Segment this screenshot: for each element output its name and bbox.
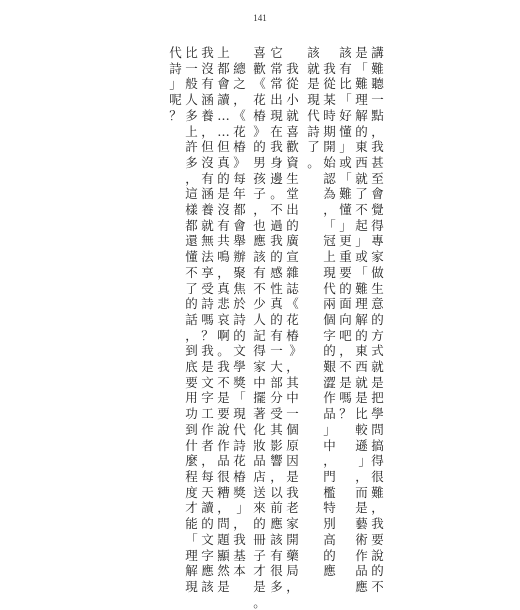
text-column-7: 它常常出現在我身邊。不過我的感性真的有一大部分受其影響，以前應該有很多	[270, 45, 283, 594]
text-column-3: 該有比「好懂」或「難懂」更重要的面向吧，不是嗎？	[339, 45, 352, 422]
text-column-13: 代詩」呢？	[169, 45, 182, 123]
text-column-1: 講難聽一點，我甚至會覺得專家做生意的方式就是把學問搞得很難，我要說的不	[371, 45, 384, 594]
text-column-4: 我從某時期開始認為，「冠上現代兩個字的艱澀作品」中，門檻特別高的應	[323, 45, 336, 579]
text-column-6: 我從小就喜歡資生堂出的廣宣雜誌《花椿》，其中一個原因是我老家開藥局，	[286, 45, 299, 594]
page-number: 141	[253, 13, 267, 23]
text-column-10: 上都會讀……但真的是沒有共鳴，真悲哀啊。我不是要說作品很糟，問題顯然是	[217, 45, 230, 594]
text-column-12: 比一般人多上許多，這樣都還懂不了的話，到底要用功到什麼程度才能「理解現	[185, 45, 198, 594]
text-column-2: 是「難理解的東西就了不起」或「難理解的東西就是比較遜」，而是藝術作品應	[355, 45, 368, 594]
text-column-11: 我沒有涵養，但沒有涵養就無法享受詩嗎？我是文字工作者，每天讀的文字應該	[201, 45, 214, 594]
text-column-5: 該就是現代詩了。	[307, 45, 320, 170]
text-column-9: 總之，《花椿》每年都會舉辦聚焦於詩的文學獎「現代詩花椿獎」，我基本	[233, 45, 246, 579]
text-column-8: 喜歡《花椿》的男孩子，也應該有不少人記得家中擺著化妝品店送來的冊子才是。	[253, 45, 266, 610]
